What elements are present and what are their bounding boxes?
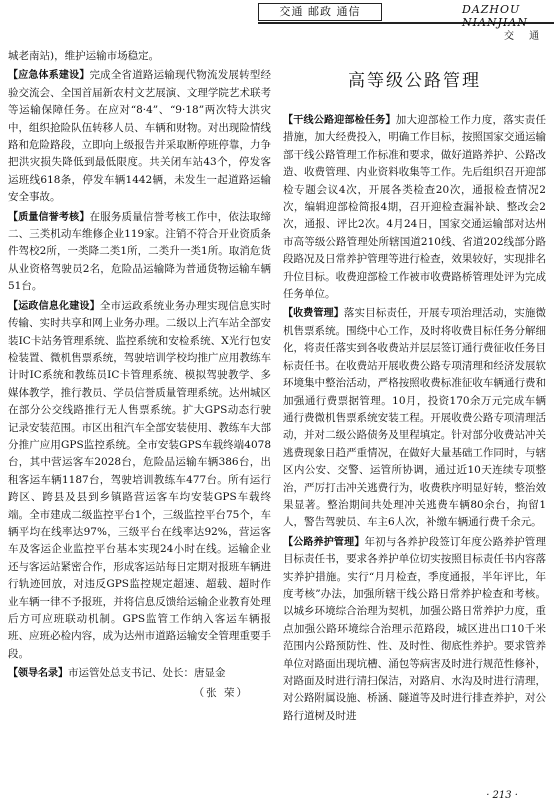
section-label: 交 通 — [504, 31, 546, 42]
paragraph-quality — [8, 209, 271, 296]
paragraph-leaders — [8, 665, 271, 682]
keyword-toll: 【 收费管理 】 — [283, 308, 344, 319]
paragraph-text: 全市运政系统业务办理实现信息实时传输、实时共享和网上业务办理。二级以上汽车站全部安装IC卡站务管理系统、监控系统和安检系统、X光行包安检装置、微机售票系统，驾驶培训学校均推广应用教练车计时IC系统和教练员IC卡管理系统、模拟驾驶教学、多媒体教学，推行教员、学员信誉质量管理系统。达州城区在部分公交线路推行无人售票系统。扩大GPS动态行驶记录安装范围。市区出租汽车全部安装使用、教练车大部分推广应用GPS监控系统。全市安装GPS车载终端4078台，其中营运客车2028台，危险品运输车辆386台，出租客运车辆1187台，驾驶培训教练车477台。所有运行跨区、跨县及县到乡镇路营运客车均安装GPS车载终端。全市建成二级监控平台1个，三级监控平台75个，车辆平均在线率达97%，三级平台在线率达92%，营运客车及客运企业监控平台基本实现24小时在线。运输企业还与客运站紧密合作，形成客运站每日定期对报班车辆进行轨迹回放，对违反GPS监控规定超速、超载、超时作业车辆一律不予报班，并将信息反馈给运输企业教育处理后方可应班联动机制。GPS监管工作纳入客运车辆报班、应班必检内容，成为达州市道路运输安全管理重要手段。 — [8, 299, 272, 660]
keyword-quality: 【 质量信誉考核 】 — [8, 212, 90, 223]
left-column — [8, 48, 271, 704]
keyword-maintenance: 【 公路养护管理 】 — [283, 537, 365, 548]
paragraph-intro: 城老南站)，维护运输市场稳定。 — [8, 50, 160, 62]
paragraph-inspection — [283, 112, 546, 303]
keyword-informatization: 【 运政信息化建设 】 — [8, 301, 100, 312]
right-column — [283, 62, 546, 727]
running-header — [258, 0, 554, 29]
keyword-emergency: 【 应急体系建设 】 — [8, 70, 90, 81]
paragraph-text: 完成全省道路运输现代物流发展转型经验交流会、全国首届新农村文艺展演、文理学院艺术联考等运输保障任务。在应对“8·4”、“9·18”两次特大洪灾中，组织抢险队伍转移人员、车辆和财物。对出现险情线路和危险路段，立即向上级报告并采取断停班停靠，力争把洪灾损失降低到最低限度。共关闭车站43个，停发客运班线618条，停发车辆1442辆，未发生一起道路运输安全事故。 — [8, 69, 271, 204]
paragraph-toll — [283, 305, 546, 531]
paragraph-text: 加大迎部检工作力度，落实责任措施，加大经费投入，明确工作目标，按照国家交通运输部干线公路管理工作标准和要求，做好道路养护、公路改造、收费管理、内业资料收集等工作。先后组织召开迎部检专题会议4次，开展各类检查20次，通报检查情况2次，编辑迎部检简报4期，召开迎检查漏补缺、整改会2次，通报、评比2次。4月24日，国家交通运输部对达州市高等级公路管理处所辖国道210线、省道202线部分路段路况及日常养护管理等进行检查，效果较好，实现排名升位目标。收费迎部检工作被市收费路桥管理处评为完成任务单位。 — [283, 114, 546, 301]
paragraph-text: 市运管处总支书记、处长：唐显金 — [68, 667, 226, 680]
page-number: · 213 · — [486, 790, 518, 801]
paragraph-emergency — [8, 67, 271, 206]
journal-name: DAZHOU NIANJIAN — [462, 3, 528, 29]
paragraph-text: 落实目标责任，开展专项治理活动，实施微机售票系统。围绕中心工作，及时将收费目标任务分解细化，将责任落实到各收费站并层层签订通行费征收任务目标责任书。在收费站开展收费公路专项清理和经济发展软环境集中整治活动，严格按照收费标准征收车辆通行费和加强通行费票据管理。10月，投资170余万元完成车辆通行费微机售票系统安装工程。开展收费公路专项清理活动，并对二级公路债务及里程填定。针对部分收费站冲关逃费现象日趋严重情况，在做好大量基础工作同时，与辖区内公安、交警、运管所协调，通过近10天连续专项整治，严厉打击冲关逃费行为，收费秩序明显好转，整治效果显著。整治期间共处理冲关逃费车辆80余台，拘留1人，警告驾驶员、车主6人次，补缴车辆通行费千余元。 — [283, 307, 547, 529]
paragraph-informatization — [8, 298, 271, 664]
author: （张 荣） — [193, 686, 249, 699]
paragraph-maintenance — [283, 534, 546, 725]
keyword-leaders: 【 领导名录 】 — [8, 668, 68, 679]
paragraph-text: 年初与各养护段签订年度公路养护管理目标责任书，要求各养护单位切实按照目标责任书内容落实养护措施。实行“月月检查，季度通报，半年评比，年度考核”办法，加强所辖干线公路日常养护检查和考核。以城乡环境综合治理为契机，加强公路日常养护力度，重点加强公路环境综合治理示范路段，城区进出口10千米范围内公路预防性、性、及时性、彻底性养护。要求管养单位对路面出现坑槽、涌包等病害及时进行规范性修补，对路面及时进行清扫保洁，对路肩、水沟及时进行清理，对公路附属设施、桥涵、隧道等及时进行排查养护，对公路行道树及时进 — [283, 535, 546, 722]
keyword-inspection: 【 干线公路迎部检任务 】 — [283, 115, 396, 126]
section-title: 高等级公路管理 — [348, 71, 481, 91]
section-tag: 交通 邮政 通信 — [258, 3, 382, 21]
paragraph-text: 在服务质量信誉考核工作中，依法取缔二、三类机动车维修企业119家。注销不符合开业资质条件驾校2所，一类降二类1所，二类升一类1所。取消危货从业资格驾驶员2名，危险品运输降为普通货物运输车辆51台。 — [8, 210, 271, 293]
